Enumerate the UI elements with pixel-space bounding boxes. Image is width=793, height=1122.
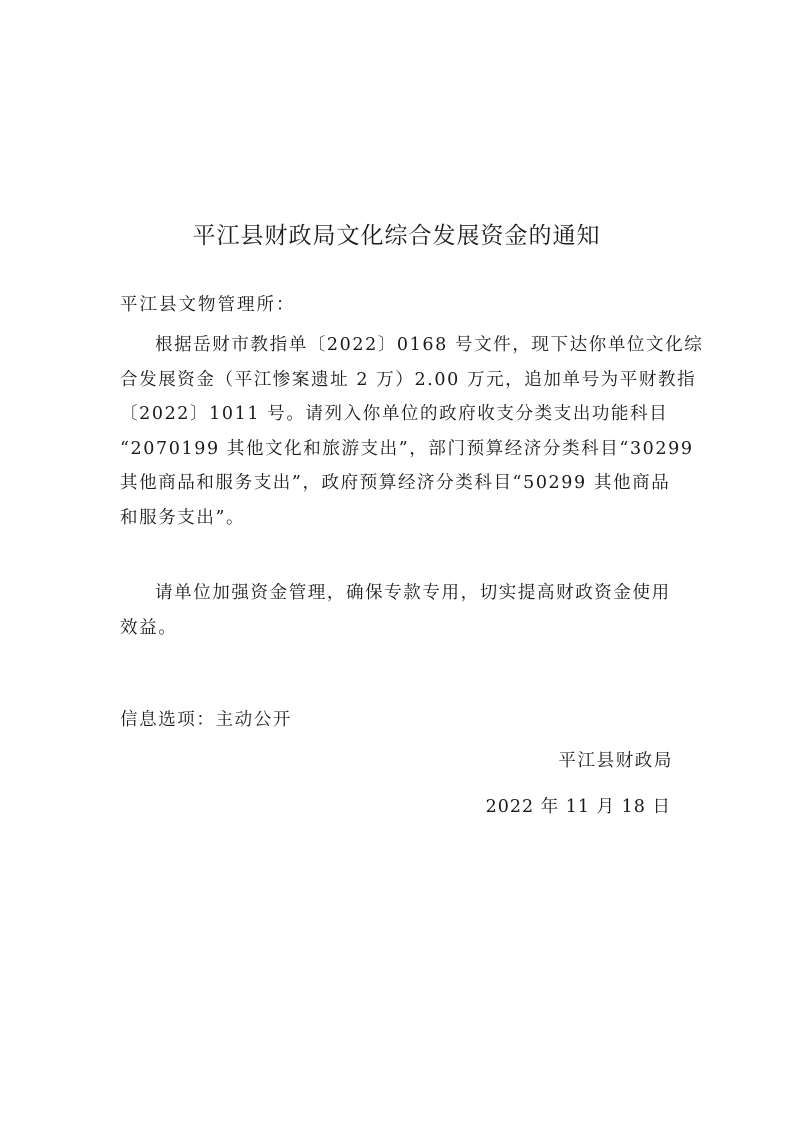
paragraph-line: 和服务支出”。 [120,507,246,528]
document-title: 平江县财政局文化综合发展资金的通知 [192,223,601,250]
salutation: 平江县文物管理所： [120,295,296,315]
paragraph-line: 〔2022〕1011 号。请列入你单位的政府收支分类支出功能科目 [120,404,669,424]
issue-date: 2022 年 11 月 18 日 [485,797,671,817]
paragraph-line: 合发展资金（平江惨案遗址 2 万）2.00 万元，追加单号为平财教指 [120,369,697,390]
body-paragraph-1 [120,328,704,535]
paragraph-line: 效益。 [120,617,178,638]
info-option: 信息选项：主动公开 [120,710,292,730]
issuer-signature: 平江县财政局 [558,751,673,771]
body-paragraph-2 [120,576,680,645]
paragraph-line: 其他商品和服务支出”，政府预算经济分类科目“50299 其他商品 [120,473,671,493]
paragraph-line: “2070199 其他文化和旅游支出”，部门预算经济分类科目“30299 [120,438,694,459]
paragraph-line: 根据岳财市教指单〔2022〕0168 号文件，现下达你单位文化综 [155,335,704,355]
paragraph-line: 请单位加强资金管理，确保专款专用，切实提高财政资金使用 [155,583,671,603]
